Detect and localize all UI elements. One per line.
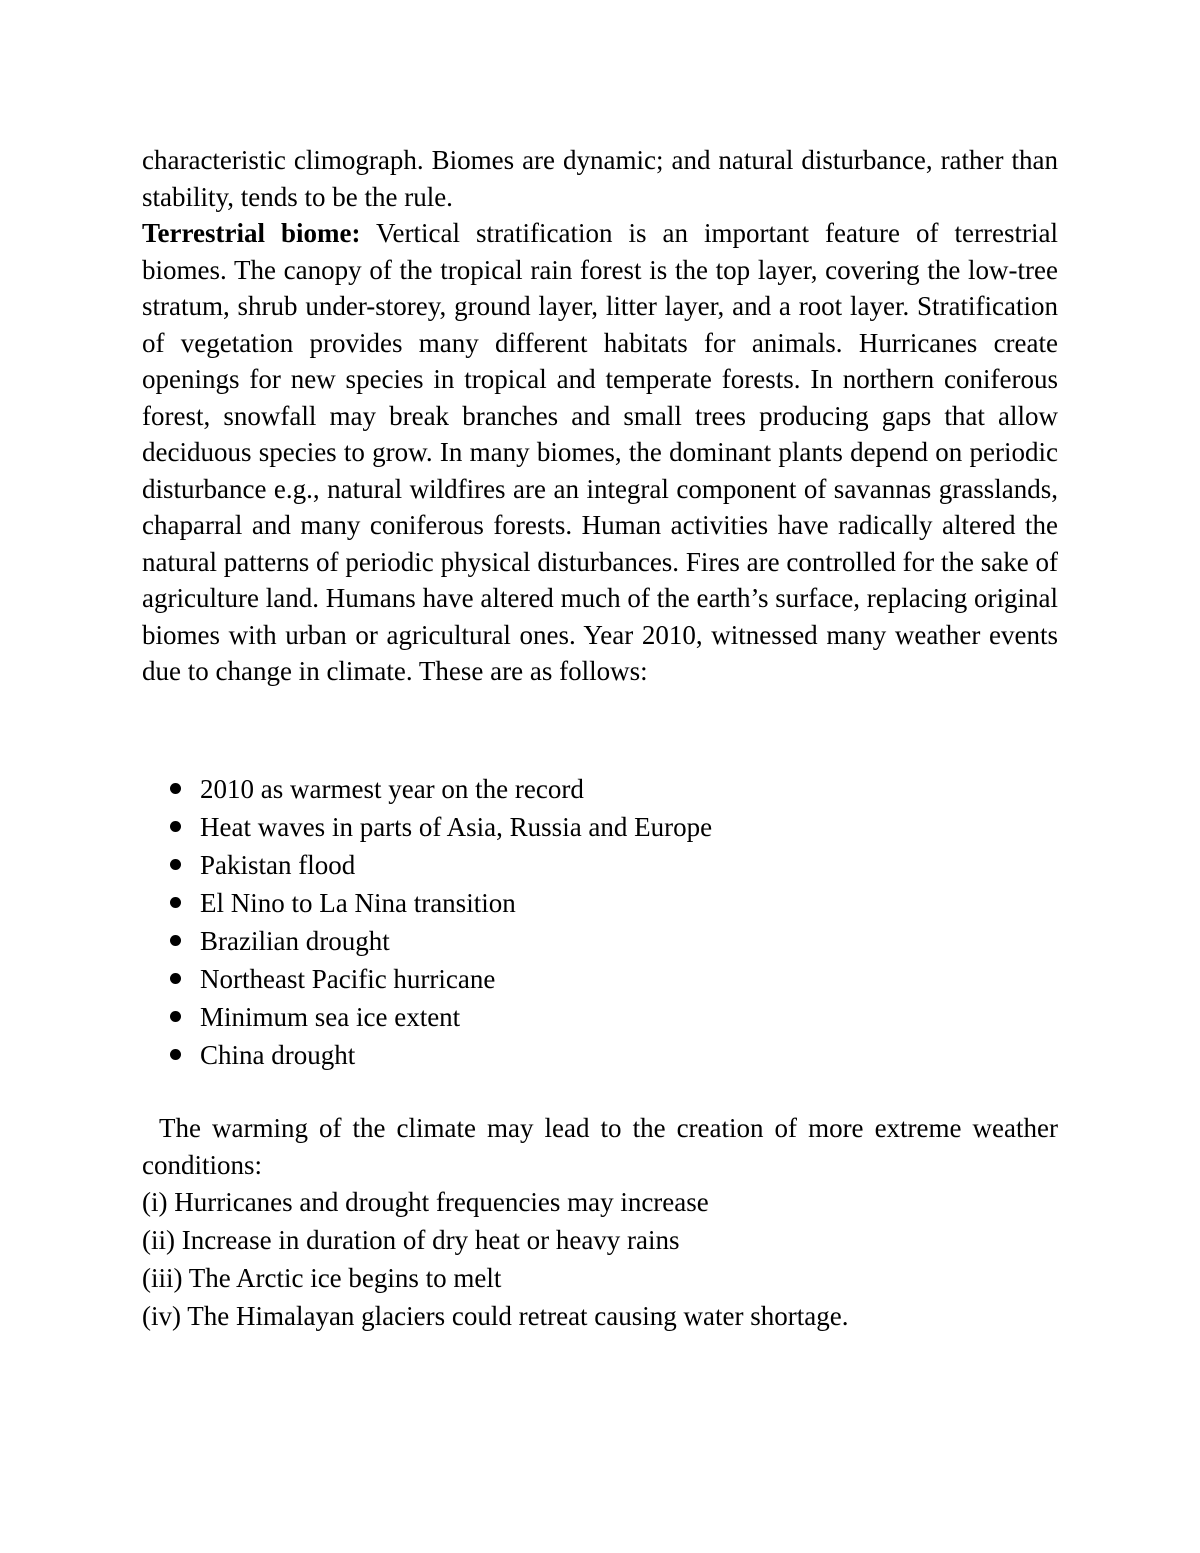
list-item-text: Northeast Pacific hurricane	[200, 964, 496, 994]
closing-item: (ii) Increase in duration of dry heat or heavy rains	[142, 1225, 680, 1255]
bullet-icon	[170, 935, 181, 946]
bullet-icon	[170, 783, 181, 794]
bullet-icon	[170, 821, 181, 832]
list-item	[142, 960, 1058, 998]
list-item-text: Brazilian drought	[200, 926, 390, 956]
list-item-text: 2010 as warmest year on the record	[200, 774, 584, 804]
weather-events-list	[142, 770, 1058, 1074]
list-item	[142, 846, 1058, 884]
list-item	[142, 1036, 1058, 1074]
body-text	[142, 142, 1058, 690]
paragraph-terrestrial-biome	[142, 215, 1058, 690]
bullet-icon	[170, 973, 181, 984]
terrestrial-biome-heading: Terrestrial biome:	[142, 218, 361, 248]
bullet-icon	[170, 897, 181, 908]
closing-item: (i) Hurricanes and drought frequencies may increase	[142, 1187, 709, 1217]
list-item	[142, 922, 1058, 960]
closing-section	[142, 1110, 1058, 1335]
paragraph-climograph	[142, 142, 1058, 215]
list-item-text: Heat waves in parts of Asia, Russia and Europe	[200, 812, 713, 842]
list-item	[142, 884, 1058, 922]
bullet-icon	[170, 1011, 181, 1022]
list-item-text: El Nino to La Nina transition	[200, 888, 516, 918]
terrestrial-biome-text: Vertical stratification is an important feature of terrestrial biomes. The canopy of the tropical rain forest is the top layer, covering the low-tree stratum, shrub under-storey, ground layer, litter layer, and a root layer. Stratification of vegetation provides many different habitats for animals. Hurricanes create openings for new species in tropical and temperate forests. In northern coniferous forest, snowfall may break branches and small trees producing gaps that allow deciduous species to grow. In many biomes, the dominant plants depend on periodic disturbance e.g., natural wildfires are an integral component of savannas grasslands, chaparral and many coniferous forests. Human activities have radically altered the natural patterns of periodic physical disturbances. Fires are controlled for the sake of agriculture land. Humans have altered much of the earth’s surface, replacing original biomes with urban or agricultural ones. Year 2010, witnessed many weather events due to change in climate. These are as follows:	[142, 218, 1058, 686]
list-item	[142, 808, 1058, 846]
bullet-icon	[170, 1049, 181, 1060]
list-item-text: Minimum sea ice extent	[200, 1002, 461, 1032]
list-item	[142, 770, 1058, 808]
closing-item: (iv) The Himalayan glaciers could retreat causing water shortage.	[142, 1301, 849, 1331]
closing-intro: The warming of the climate may lead to the creation of more extreme weather conditions:	[142, 1113, 1058, 1180]
closing-item: (iii) The Arctic ice begins to melt	[142, 1263, 502, 1293]
bullet-icon	[170, 859, 181, 870]
list-item-text: Pakistan flood	[200, 850, 356, 880]
paragraph-climograph-text: characteristic climograph. Biomes are dynamic; and natural disturbance, rather than stability, tends to be the rule.	[142, 145, 1058, 212]
list-item-text: China drought	[200, 1040, 356, 1070]
list-item	[142, 998, 1058, 1036]
